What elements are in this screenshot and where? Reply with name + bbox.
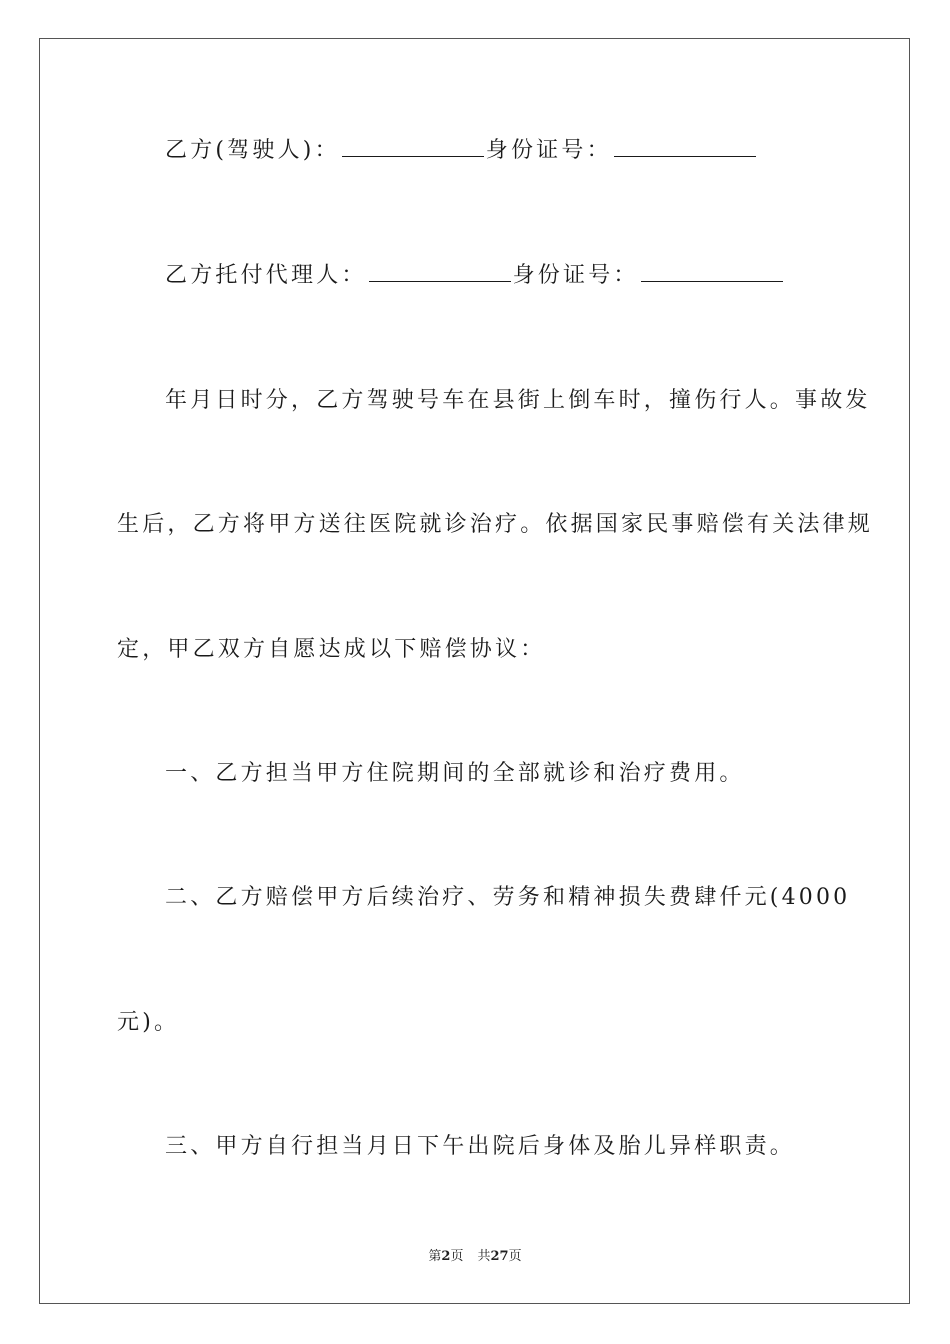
paragraph-line: 生后，乙方将甲方送往医院就诊治疗。依据国家民事赔偿有关法律规 <box>117 512 874 537</box>
page-number: 2 <box>441 1249 451 1264</box>
driver-name-blank <box>342 136 484 157</box>
clause-one: 一、乙方担当甲方住院期间的全部就诊和治疗费用。 <box>165 761 745 786</box>
agent-id-blank <box>641 261 783 282</box>
total-suffix: 页 <box>508 1249 522 1264</box>
agent-line <box>165 261 885 291</box>
page-suffix: 页 <box>450 1249 464 1264</box>
total-pages: 27 <box>490 1249 509 1264</box>
driver-label: 乙方(驾驶人)： <box>165 138 340 163</box>
agent-id-label: 身份证号： <box>512 263 639 288</box>
page-frame <box>39 38 910 1304</box>
paragraph-line: 年月日时分，乙方驾驶号车在县街上倒车时，撞伤行人。事故发 <box>165 388 871 413</box>
agent-label: 乙方托付代理人： <box>165 263 367 288</box>
driver-id-label: 身份证号： <box>485 138 612 163</box>
page-footer <box>0 1245 950 1264</box>
paragraph-line: 定，甲乙双方自愿达成以下赔偿协议： <box>117 637 546 662</box>
total-prefix: 共 <box>477 1249 491 1264</box>
driver-line <box>165 136 885 166</box>
clause-two-continued: 元)。 <box>117 1010 180 1035</box>
driver-id-blank <box>614 136 756 157</box>
clause-three: 三、甲方自行担当月日下午出院后身体及胎儿异样职责。 <box>165 1134 796 1159</box>
agent-name-blank <box>369 261 511 282</box>
clause-two: 二、乙方赔偿甲方后续治疗、劳务和精神损失费肆仟元(4000 <box>165 885 851 910</box>
page-prefix: 第 <box>428 1249 442 1264</box>
